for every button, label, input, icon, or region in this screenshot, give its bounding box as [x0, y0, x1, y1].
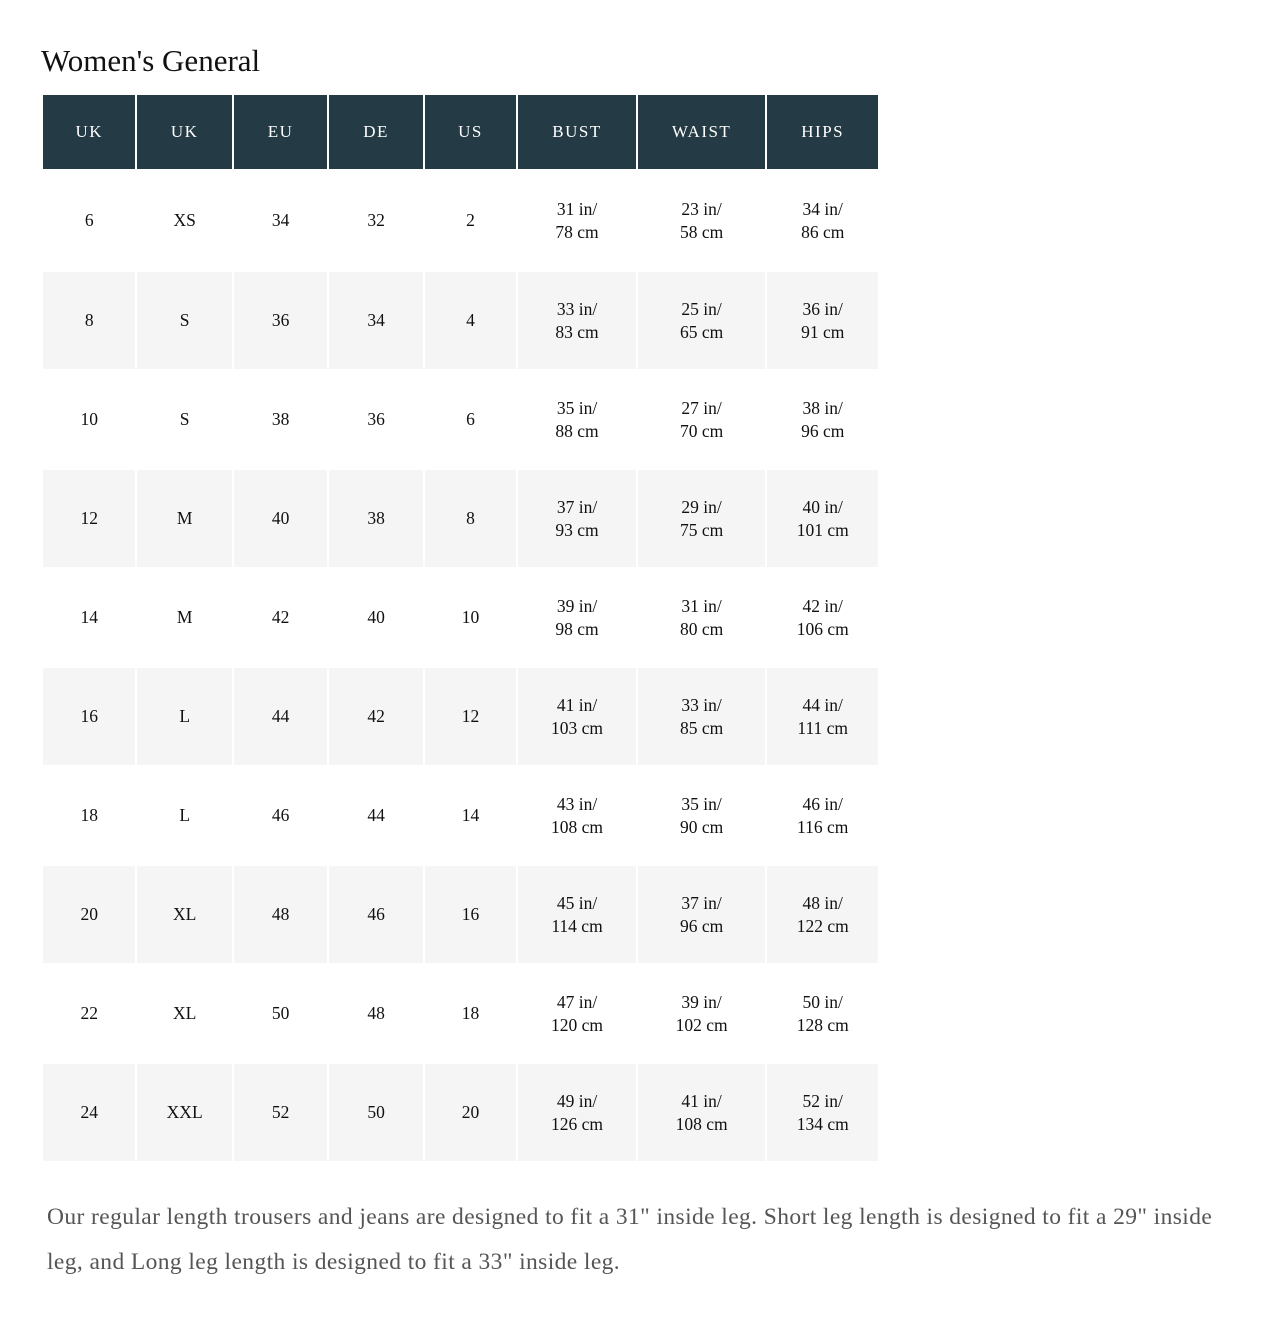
cell-bust — [518, 1064, 636, 1161]
cell-eu-size: 48 — [234, 866, 327, 963]
measure-inches: 50 in/ — [802, 991, 843, 1012]
measure-inches: 39 in/ — [681, 991, 722, 1012]
cell-us-size: 14 — [425, 767, 516, 864]
cell-us-size: 18 — [425, 965, 516, 1062]
measure-inches: 33 in/ — [556, 298, 598, 319]
measure-inches: 46 in/ — [802, 793, 843, 814]
cell-uk-size: 16 — [43, 668, 135, 765]
cell-us-size: 10 — [425, 569, 516, 666]
column-header-uk-size: UK — [43, 95, 135, 169]
cell-eu-size: 36 — [234, 272, 327, 369]
column-header-eu-size: EU — [234, 95, 327, 169]
cell-waist — [638, 569, 766, 666]
cell-eu-size: 46 — [234, 767, 327, 864]
cell-uk-size: 8 — [43, 272, 135, 369]
cell-hips — [767, 569, 878, 666]
measure-cm: 90 cm — [679, 816, 724, 837]
measure-inches: 45 in/ — [556, 892, 598, 913]
measure-cm: 120 cm — [551, 1014, 604, 1035]
cell-waist — [638, 470, 766, 567]
measure-cm: 126 cm — [551, 1113, 604, 1134]
cell-hips — [767, 371, 878, 468]
measure-cm: 134 cm — [796, 1113, 849, 1134]
table-row — [43, 668, 878, 765]
cell-eu-size: 34 — [234, 171, 327, 270]
table-row — [43, 965, 878, 1062]
cell-uk-letter: L — [137, 668, 231, 765]
cell-hips — [767, 272, 878, 369]
measure-inches: 25 in/ — [681, 298, 722, 319]
cell-hips — [767, 767, 878, 864]
measure-cm: 75 cm — [679, 519, 724, 540]
measure-inches: 35 in/ — [556, 397, 598, 418]
measure-cm: 96 cm — [801, 420, 845, 441]
cell-waist — [638, 1064, 766, 1161]
cell-de-size: 42 — [329, 668, 422, 765]
cell-us-size: 2 — [425, 171, 516, 270]
measure-cm: 65 cm — [679, 321, 724, 342]
cell-de-size: 32 — [329, 171, 422, 270]
cell-uk-letter: L — [137, 767, 231, 864]
measure-inches: 48 in/ — [802, 892, 843, 913]
measure-inches: 33 in/ — [681, 694, 722, 715]
measure-cm: 101 cm — [796, 519, 849, 540]
cell-uk-size: 6 — [43, 171, 135, 270]
measure-cm: 98 cm — [555, 618, 599, 639]
column-header-uk-letter: UK — [137, 95, 231, 169]
cell-waist — [638, 668, 766, 765]
measure-cm: 116 cm — [797, 816, 849, 837]
cell-de-size: 44 — [329, 767, 422, 864]
cell-bust — [518, 965, 636, 1062]
measure-inches: 40 in/ — [802, 496, 843, 517]
cell-waist — [638, 371, 766, 468]
column-header-bust: BUST — [518, 95, 636, 169]
measure-cm: 122 cm — [796, 915, 849, 936]
cell-uk-size: 24 — [43, 1064, 135, 1161]
measure-cm: 111 cm — [797, 717, 849, 738]
measure-inches: 39 in/ — [556, 595, 598, 616]
cell-de-size: 38 — [329, 470, 422, 567]
cell-eu-size: 40 — [234, 470, 327, 567]
cell-hips — [767, 470, 878, 567]
cell-bust — [518, 569, 636, 666]
measure-cm: 83 cm — [555, 321, 599, 342]
measure-cm: 103 cm — [551, 717, 604, 738]
cell-uk-letter: M — [137, 470, 231, 567]
table-row — [43, 272, 878, 369]
inside-leg-note: Our regular length trousers and jeans are designed to fit a 31" inside leg. Short leg length is designed to fit a 29" inside leg, and Long leg length is designed to fit a 33" inside leg. — [47, 1204, 1213, 1275]
cell-de-size: 50 — [329, 1064, 422, 1161]
table-row — [43, 1064, 878, 1161]
cell-eu-size: 38 — [234, 371, 327, 468]
measure-inches: 47 in/ — [556, 991, 598, 1012]
cell-waist — [638, 965, 766, 1062]
cell-eu-size: 44 — [234, 668, 327, 765]
measure-inches: 43 in/ — [556, 793, 598, 814]
cell-eu-size: 50 — [234, 965, 327, 1062]
measure-cm: 88 cm — [555, 420, 599, 441]
cell-bust — [518, 272, 636, 369]
table-header-row — [43, 95, 878, 169]
cell-uk-size: 18 — [43, 767, 135, 864]
cell-hips — [767, 171, 878, 270]
column-header-de-size: DE — [329, 95, 422, 169]
cell-eu-size: 42 — [234, 569, 327, 666]
measure-cm: 80 cm — [679, 618, 724, 639]
measure-cm: 128 cm — [796, 1014, 849, 1035]
measure-cm: 102 cm — [675, 1014, 728, 1035]
cell-eu-size: 52 — [234, 1064, 327, 1161]
measure-inches: 38 in/ — [802, 397, 843, 418]
measure-inches: 37 in/ — [556, 496, 598, 517]
column-header-waist: WAIST — [638, 95, 766, 169]
page-title: Women's General — [41, 43, 261, 78]
measure-inches: 35 in/ — [681, 793, 722, 814]
cell-uk-size: 20 — [43, 866, 135, 963]
cell-waist — [638, 767, 766, 864]
table-row — [43, 767, 878, 864]
measure-cm: 91 cm — [801, 321, 845, 342]
measure-inches: 52 in/ — [802, 1090, 843, 1111]
table-row — [43, 171, 878, 270]
cell-uk-size: 22 — [43, 965, 135, 1062]
cell-us-size: 16 — [425, 866, 516, 963]
measure-inches: 49 in/ — [556, 1090, 598, 1111]
cell-bust — [518, 171, 636, 270]
cell-us-size: 20 — [425, 1064, 516, 1161]
cell-uk-letter: XS — [137, 171, 231, 270]
cell-uk-size: 12 — [43, 470, 135, 567]
measure-inches: 23 in/ — [681, 198, 722, 219]
cell-hips — [767, 965, 878, 1062]
measure-cm: 70 cm — [679, 420, 724, 441]
cell-uk-letter: XXL — [137, 1064, 231, 1161]
measure-cm: 108 cm — [551, 816, 604, 837]
cell-uk-letter: S — [137, 371, 231, 468]
cell-hips — [767, 1064, 878, 1161]
measure-inches: 41 in/ — [681, 1090, 722, 1111]
cell-uk-size: 14 — [43, 569, 135, 666]
measure-inches: 37 in/ — [681, 892, 722, 913]
table-row — [43, 371, 878, 468]
cell-de-size: 36 — [329, 371, 422, 468]
cell-uk-letter: M — [137, 569, 231, 666]
column-header-hips: HIPS — [767, 95, 878, 169]
cell-uk-letter: S — [137, 272, 231, 369]
cell-bust — [518, 668, 636, 765]
column-header-us-size: US — [425, 95, 516, 169]
cell-us-size: 6 — [425, 371, 516, 468]
measure-cm: 93 cm — [555, 519, 599, 540]
measure-cm: 108 cm — [675, 1113, 728, 1134]
measure-cm: 58 cm — [679, 221, 724, 242]
cell-waist — [638, 272, 766, 369]
cell-de-size: 48 — [329, 965, 422, 1062]
measure-cm: 114 cm — [551, 915, 603, 936]
measure-inches: 44 in/ — [802, 694, 843, 715]
cell-bust — [518, 470, 636, 567]
measure-inches: 31 in/ — [681, 595, 722, 616]
cell-uk-size: 10 — [43, 371, 135, 468]
size-chart-table — [41, 93, 880, 1163]
cell-us-size: 4 — [425, 272, 516, 369]
cell-de-size: 46 — [329, 866, 422, 963]
measure-cm: 96 cm — [679, 915, 724, 936]
cell-hips — [767, 668, 878, 765]
measure-inches: 41 in/ — [556, 694, 598, 715]
table-body — [43, 171, 878, 1161]
table-row — [43, 470, 878, 567]
measure-inches: 34 in/ — [802, 198, 843, 219]
cell-bust — [518, 767, 636, 864]
measure-cm: 106 cm — [796, 618, 849, 639]
measure-inches: 29 in/ — [681, 496, 722, 517]
measure-cm: 78 cm — [555, 221, 599, 242]
cell-de-size: 40 — [329, 569, 422, 666]
cell-de-size: 34 — [329, 272, 422, 369]
cell-waist — [638, 171, 766, 270]
cell-uk-letter: XL — [137, 866, 231, 963]
measure-inches: 36 in/ — [802, 298, 843, 319]
cell-waist — [638, 866, 766, 963]
cell-us-size: 12 — [425, 668, 516, 765]
cell-us-size: 8 — [425, 470, 516, 567]
cell-uk-letter: XL — [137, 965, 231, 1062]
measure-cm: 86 cm — [801, 221, 845, 242]
measure-inches: 31 in/ — [556, 198, 598, 219]
table-row — [43, 569, 878, 666]
cell-bust — [518, 866, 636, 963]
cell-bust — [518, 371, 636, 468]
measure-inches: 42 in/ — [802, 595, 843, 616]
measure-cm: 85 cm — [679, 717, 724, 738]
table-row — [43, 866, 878, 963]
cell-hips — [767, 866, 878, 963]
measure-inches: 27 in/ — [681, 397, 722, 418]
